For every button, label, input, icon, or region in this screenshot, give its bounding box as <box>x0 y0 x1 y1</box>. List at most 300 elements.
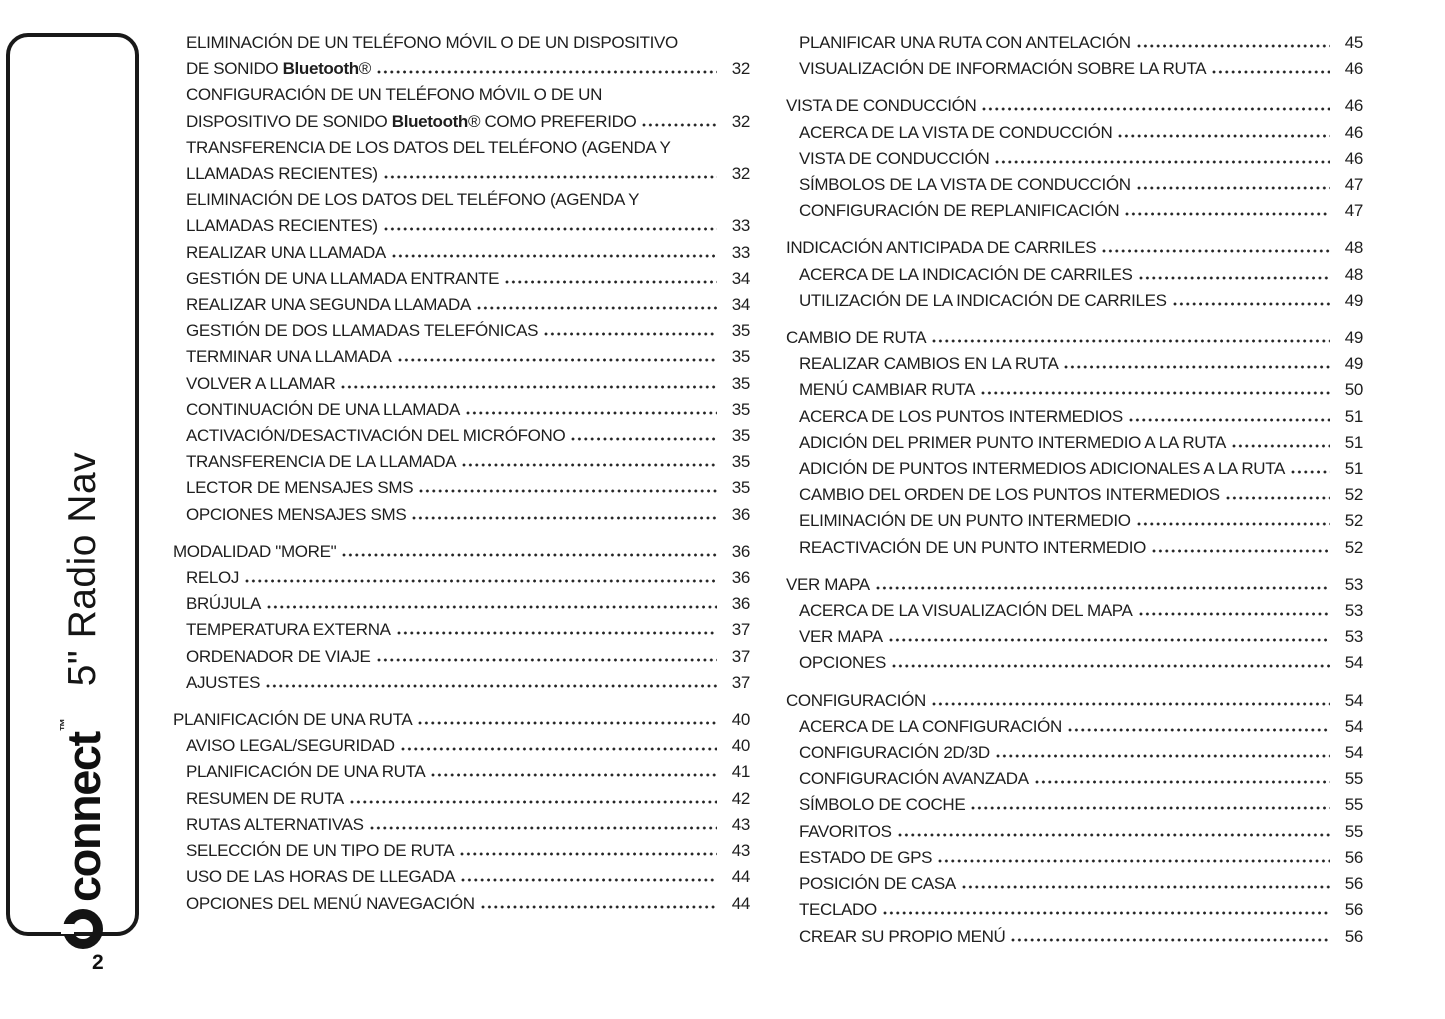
plain-text: OPCIONES DEL MENÚ NAVEGACIÓN <box>186 893 475 913</box>
dot-leader <box>1152 549 1330 553</box>
dot-leader <box>995 160 1330 164</box>
toc-entry <box>173 864 750 890</box>
toc-entry <box>786 430 1363 456</box>
entry-page-number: 56 <box>1344 926 1363 946</box>
toc-entry <box>786 819 1363 845</box>
toc-entry-label <box>799 456 1285 482</box>
toc-entry-label <box>786 93 976 119</box>
toc-entry-label <box>799 482 1220 508</box>
toc-entry-line <box>799 404 1363 430</box>
plain-text: TERMINAR UNA LLAMADA <box>186 347 392 367</box>
plain-text: UTILIZACIÓN DE LA INDICACIÓN DE CARRILES <box>799 290 1167 310</box>
entry-page-number: 43 <box>731 841 750 861</box>
plain-text: MODALIDAD "MORE" <box>173 541 337 561</box>
toc-entry-line <box>186 475 750 501</box>
plain-text: RESUMEN DE RUTA <box>186 788 344 808</box>
toc-entry-label <box>799 404 1123 430</box>
plain-text: TRANSFERENCIA DE LA LLAMADA <box>186 452 457 472</box>
toc-entry-label <box>186 240 386 266</box>
toc-entry-line <box>186 266 750 292</box>
toc-entry <box>786 598 1363 624</box>
toc-entry <box>173 644 750 670</box>
toc-entry-line <box>799 377 1363 403</box>
plain-text: LLAMADAS RECIENTES) <box>186 164 378 184</box>
toc-entry <box>173 475 750 501</box>
plain-text: ELIMINACIÓN DE LOS DATOS DEL TELÉFONO (AGENDA Y <box>186 190 640 210</box>
toc-entry-label <box>186 344 392 370</box>
toc-entry-label <box>799 792 965 818</box>
toc-entry-line <box>186 838 750 864</box>
toc-entry-label <box>186 864 455 890</box>
toc-group <box>786 93 1363 224</box>
toc-entry-label <box>186 397 460 423</box>
toc-entry-label <box>786 325 926 351</box>
plain-text: RUTAS ALTERNATIVAS <box>186 814 364 834</box>
toc-entry-line <box>799 845 1363 871</box>
bold-text: Bluetooth <box>282 59 359 79</box>
dot-leader <box>892 664 1330 668</box>
toc-entry <box>173 135 750 187</box>
toc-entry-label <box>186 475 413 501</box>
toc-entry <box>173 187 750 239</box>
dot-leader <box>341 385 717 389</box>
toc-entry-line <box>186 187 750 213</box>
toc-entry-line <box>186 864 750 890</box>
toc-entry-line <box>799 120 1363 146</box>
dot-leader <box>642 123 717 127</box>
toc-entry <box>173 82 750 134</box>
toc-entry-line <box>799 650 1363 676</box>
toc-entry-label <box>799 30 1131 56</box>
plain-text: TEMPERATURA EXTERNA <box>186 620 391 640</box>
plain-text: ACERCA DE LA VISUALIZACIÓN DEL MAPA <box>799 601 1133 621</box>
dot-leader <box>1064 365 1330 369</box>
entry-page-number: 46 <box>1344 96 1363 116</box>
toc-group <box>173 707 750 917</box>
toc-entry-line <box>786 572 1363 598</box>
toc-entry-line <box>799 819 1363 845</box>
entry-page-number: 48 <box>1344 264 1363 284</box>
entry-page-number: 35 <box>731 321 750 341</box>
entry-page-number: 35 <box>731 426 750 446</box>
dot-leader <box>938 859 1330 863</box>
dot-leader <box>1291 470 1330 474</box>
dot-leader <box>883 911 1330 915</box>
dot-leader <box>384 227 717 231</box>
entry-page-number: 56 <box>1344 900 1363 920</box>
toc-entry <box>786 56 1363 82</box>
entry-page-number: 41 <box>731 762 750 782</box>
toc-entry <box>173 371 750 397</box>
entry-page-number: 54 <box>1344 653 1363 673</box>
toc-entry-label <box>186 423 565 449</box>
entry-page-number: 44 <box>731 893 750 913</box>
toc-entry-line <box>186 56 750 82</box>
dot-leader <box>401 747 717 751</box>
toc-entry-line <box>799 624 1363 650</box>
toc-entry <box>786 650 1363 676</box>
toc-entry-label <box>186 56 371 82</box>
dot-leader <box>1139 612 1330 616</box>
dot-leader <box>370 826 717 830</box>
plain-text: ADICIÓN DE PUNTOS INTERMEDIOS ADICIONALES A LA RUTA <box>799 459 1285 479</box>
entry-page-number: 51 <box>1344 459 1363 479</box>
entry-page-number: 52 <box>1344 537 1363 557</box>
page-number: 2 <box>92 951 104 974</box>
entry-page-number: 40 <box>731 736 750 756</box>
toc-entry-line <box>186 30 750 56</box>
toc-group <box>173 30 750 528</box>
toc-entry-line <box>799 456 1363 482</box>
toc-entry-line <box>786 235 1363 261</box>
toc-entry-label <box>786 572 870 598</box>
dot-leader <box>384 175 717 179</box>
toc-entry <box>786 688 1363 714</box>
toc-entry-line <box>173 539 750 565</box>
dot-leader <box>544 332 717 336</box>
dot-leader <box>431 773 717 777</box>
plain-text: VISUALIZACIÓN DE INFORMACIÓN SOBRE LA RUTA <box>799 59 1207 79</box>
toc-entry-label <box>799 819 892 845</box>
toc-entry-label <box>186 318 538 344</box>
toc-entry-line <box>799 740 1363 766</box>
dot-leader <box>267 605 717 609</box>
dot-leader <box>505 280 717 284</box>
dot-leader <box>982 107 1330 111</box>
toc-entry <box>786 456 1363 482</box>
toc-entry-line <box>799 897 1363 923</box>
plain-text: FAVORITOS <box>799 821 892 841</box>
bold-text: Bluetooth <box>391 111 468 131</box>
toc-entry-label <box>186 891 475 917</box>
toc-entry <box>173 449 750 475</box>
entry-page-number: 35 <box>731 452 750 472</box>
toc-entry <box>786 198 1363 224</box>
toc-entry-label <box>186 449 456 475</box>
toc-entry-label <box>799 262 1133 288</box>
toc-entry-label <box>186 617 391 643</box>
toc-entry-label <box>186 670 260 696</box>
toc-entry-label <box>799 56 1206 82</box>
entry-page-number: 36 <box>731 541 750 561</box>
plain-text: SÍMBOLO DE COCHE <box>799 795 966 815</box>
plain-text: VISTA DE CONDUCCIÓN <box>799 148 990 168</box>
entry-page-number: 46 <box>1344 148 1363 168</box>
plain-text: AJUSTES <box>186 672 261 692</box>
toc-entry-line <box>186 733 750 759</box>
dot-leader <box>1137 44 1330 48</box>
dot-leader <box>392 254 717 258</box>
dot-leader <box>1137 522 1330 526</box>
toc-entry <box>173 292 750 318</box>
plain-text: CONFIGURACIÓN DE UN TELÉFONO MÓVIL O DE UN <box>186 85 603 105</box>
dot-leader <box>350 800 717 804</box>
dot-leader <box>466 411 717 415</box>
plain-text: GESTIÓN DE DOS LLAMADAS TELEFÓNICAS <box>186 321 539 341</box>
toc-entry-label <box>799 598 1133 624</box>
plain-text: ACERCA DE LA CONFIGURACIÓN <box>799 716 1062 736</box>
plain-text: ADICIÓN DEL PRIMER PUNTO INTERMEDIO A LA RUTA <box>799 432 1226 452</box>
toc-entry <box>173 539 750 565</box>
toc-group <box>173 539 750 696</box>
entry-page-number: 32 <box>731 164 750 184</box>
plain-text: CONFIGURACIÓN <box>786 690 926 710</box>
plain-text: CREAR SU PROPIO MENÚ <box>799 926 1006 946</box>
toc-entry <box>786 714 1363 740</box>
toc-entry-label <box>786 688 926 714</box>
toc-entry-label <box>799 146 989 172</box>
toc-entry <box>786 792 1363 818</box>
toc-entry-line <box>186 591 750 617</box>
entry-page-number: 33 <box>731 216 750 236</box>
plain-text: VISTA DE CONDUCCIÓN <box>786 96 977 116</box>
toc-entry-label <box>186 266 499 292</box>
toc-entry-label <box>186 109 636 135</box>
plain-text: REACTIVACIÓN DE UN PUNTO INTERMEDIO <box>799 537 1146 557</box>
dot-leader <box>1232 444 1330 448</box>
entry-page-number: 40 <box>731 710 750 730</box>
toc-entry-line <box>186 423 750 449</box>
dot-leader <box>996 754 1330 758</box>
plain-text: CAMBIO DEL ORDEN DE LOS PUNTOS INTERMEDIOS <box>799 485 1220 505</box>
dot-leader <box>481 905 717 909</box>
toc-group <box>786 30 1363 82</box>
toc-entry-label <box>186 733 395 759</box>
toc-group <box>786 688 1363 950</box>
toc-entry-label <box>186 812 364 838</box>
toc-entry-line <box>186 644 750 670</box>
toc-entry-line <box>186 786 750 812</box>
entry-page-number: 49 <box>1344 290 1363 310</box>
plain-text: VOLVER A LLAMAR <box>186 373 336 393</box>
entry-page-number: 35 <box>731 347 750 367</box>
toc-entry-line <box>186 109 750 135</box>
toc-entry <box>173 565 750 591</box>
entry-page-number: 35 <box>731 478 750 498</box>
toc-entry <box>173 318 750 344</box>
toc-entry-label <box>799 845 932 871</box>
dot-leader <box>377 658 717 662</box>
entry-page-number: 32 <box>731 59 750 79</box>
toc-entry-label <box>186 786 344 812</box>
toc-entry <box>173 397 750 423</box>
toc-entry <box>786 235 1363 261</box>
toc-entry-line <box>186 812 750 838</box>
toc-entry <box>786 172 1363 198</box>
entry-page-number: 49 <box>1344 354 1363 374</box>
toc-entry-label <box>799 430 1226 456</box>
plain-text: VER MAPA <box>799 627 883 647</box>
plain-text: ORDENADOR DE VIAJE <box>186 646 371 666</box>
toc-entry-label <box>799 740 990 766</box>
toc-entry-line <box>186 759 750 785</box>
toc-entry <box>173 30 750 82</box>
dot-leader <box>412 516 717 520</box>
toc-entry-label <box>186 371 335 397</box>
toc-entry-line <box>186 449 750 475</box>
toc-entry <box>786 482 1363 508</box>
dot-leader <box>266 684 717 688</box>
entry-page-number: 53 <box>1344 574 1363 594</box>
dot-leader <box>932 339 1330 343</box>
toc-entry-label <box>186 644 371 670</box>
toc-entry <box>786 766 1363 792</box>
toc-entry <box>173 591 750 617</box>
toc-entry-label <box>799 897 877 923</box>
toc-entry-line <box>799 351 1363 377</box>
plain-text: ACTIVACIÓN/DESACTIVACIÓN DEL MICRÓFONO <box>186 426 566 446</box>
entry-page-number: 46 <box>1344 122 1363 142</box>
entry-page-number: 48 <box>1344 238 1363 258</box>
plain-text: REALIZAR CAMBIOS EN LA RUTA <box>799 354 1059 374</box>
toc-entry-line <box>186 891 750 917</box>
toc-entry-line <box>786 93 1363 119</box>
entry-page-number: 37 <box>731 672 750 692</box>
entry-page-number: 43 <box>731 814 750 834</box>
toc-entry <box>786 325 1363 351</box>
plain-text: ACERCA DE LA INDICACIÓN DE CARRILES <box>799 264 1133 284</box>
toc-entry-label <box>173 707 412 733</box>
entry-page-number: 35 <box>731 399 750 419</box>
toc-entry <box>786 93 1363 119</box>
toc-entry-label <box>799 924 1005 950</box>
plain-text: CONFIGURACIÓN DE REPLANIFICACIÓN <box>799 201 1120 221</box>
toc-entry-line <box>186 565 750 591</box>
plain-text: AVISO LEGAL/SEGURIDAD <box>186 736 395 756</box>
toc-entry <box>173 786 750 812</box>
entry-page-number: 36 <box>731 504 750 524</box>
toc-entry-line <box>186 82 750 108</box>
toc-entry-label <box>186 565 239 591</box>
entry-page-number: 32 <box>731 111 750 131</box>
toc-entry-line <box>186 617 750 643</box>
toc-entry <box>173 812 750 838</box>
plain-text: CAMBIO DE RUTA <box>786 328 927 348</box>
dot-leader <box>1118 134 1330 138</box>
toc-entry-line <box>799 288 1363 314</box>
entry-page-number: 53 <box>1344 627 1363 647</box>
toc-entry-line <box>186 670 750 696</box>
toc-entry-label <box>786 235 1096 261</box>
toc-entry-line <box>799 262 1363 288</box>
entry-page-number: 44 <box>731 867 750 887</box>
dot-leader <box>1226 496 1330 500</box>
toc-entry-line <box>786 688 1363 714</box>
entry-page-number: 54 <box>1344 743 1363 763</box>
entry-page-number: 37 <box>731 620 750 640</box>
dot-leader <box>962 885 1330 889</box>
entry-page-number: 54 <box>1344 690 1363 710</box>
toc-entry-label <box>186 759 425 785</box>
toc-entry-label <box>799 535 1146 561</box>
toc-entry-label <box>799 766 1029 792</box>
toc-entry <box>173 617 750 643</box>
dot-leader <box>1035 780 1330 784</box>
toc-entry-line <box>799 508 1363 534</box>
plain-text: REALIZAR UNA LLAMADA <box>186 242 386 262</box>
toc-entry-line <box>799 871 1363 897</box>
toc-entry-label <box>186 502 406 528</box>
plain-text: ELIMINACIÓN DE UN PUNTO INTERMEDIO <box>799 511 1131 531</box>
entry-page-number: 52 <box>1344 485 1363 505</box>
plain-text: PLANIFICACIÓN DE UNA RUTA <box>186 762 426 782</box>
toc-column-right <box>786 30 1363 950</box>
toc-entry <box>786 871 1363 897</box>
plain-text: MENÚ CAMBIAR RUTA <box>799 380 976 400</box>
toc-entry <box>173 502 750 528</box>
plain-text: POSICIÓN DE CASA <box>799 874 956 894</box>
toc-entry-line <box>799 56 1363 82</box>
dot-leader <box>1102 249 1330 253</box>
entry-page-number: 37 <box>731 646 750 666</box>
plain-text: ESTADO DE GPS <box>799 847 933 867</box>
plain-text: DE SONIDO <box>186 59 283 79</box>
plain-text: LECTOR DE MENSAJES SMS <box>186 478 414 498</box>
entry-page-number: 51 <box>1344 432 1363 452</box>
entry-page-number: 53 <box>1344 601 1363 621</box>
plain-text: SELECCIÓN DE UN TIPO DE RUTA <box>186 841 455 861</box>
toc-entry <box>786 120 1363 146</box>
dot-leader <box>1173 302 1330 306</box>
entry-page-number: 55 <box>1344 769 1363 789</box>
plain-text: REALIZAR UNA SEGUNDA LLAMADA <box>186 295 471 315</box>
dot-leader <box>571 437 717 441</box>
uconnect-logo-text: connect <box>56 732 110 902</box>
toc-entry <box>173 423 750 449</box>
toc-entry-label <box>799 172 1131 198</box>
toc-entry <box>786 624 1363 650</box>
plain-text: VER MAPA <box>786 574 870 594</box>
toc-entry-line <box>186 161 750 187</box>
plain-text: DISPOSITIVO DE SONIDO <box>186 111 392 131</box>
entry-page-number: 54 <box>1344 716 1363 736</box>
plain-text: ELIMINACIÓN DE UN TELÉFONO MÓVIL O DE UN DISPOSITIVO <box>186 33 678 52</box>
toc-entry <box>786 740 1363 766</box>
toc-entry <box>786 924 1363 950</box>
dot-leader <box>1137 186 1330 190</box>
dot-leader <box>419 489 717 493</box>
dot-leader <box>971 806 1330 810</box>
toc-entry <box>173 707 750 733</box>
plain-text: PLANIFICAR UNA RUTA CON ANTELACIÓN <box>799 33 1131 52</box>
toc-entry-label <box>186 213 378 239</box>
toc-entry <box>173 838 750 864</box>
plain-text: ® COMO PREFERIDO <box>467 111 637 131</box>
toc-entry-line <box>799 714 1363 740</box>
toc-entry-line <box>799 30 1363 56</box>
toc-entry-label <box>799 650 886 676</box>
dot-leader <box>981 391 1330 395</box>
toc-entry-label <box>186 591 261 617</box>
toc-entry-label <box>799 714 1062 740</box>
toc-entry-line <box>186 397 750 423</box>
dot-leader <box>876 586 1330 590</box>
dot-leader <box>477 306 717 310</box>
entry-page-number: 45 <box>1344 33 1363 52</box>
toc-entry-line <box>799 430 1363 456</box>
plain-text: TRANSFERENCIA DE LOS DATOS DEL TELÉFONO (AGENDA Y <box>186 137 671 157</box>
toc-entry <box>786 30 1363 56</box>
toc-entry-line <box>186 240 750 266</box>
toc-entry <box>786 377 1363 403</box>
toc-entry-line <box>186 135 750 161</box>
toc-entry-label <box>799 871 956 897</box>
toc-entry-line <box>186 344 750 370</box>
toc-entry-label <box>799 288 1167 314</box>
plain-text: SÍMBOLOS DE LA VISTA DE CONDUCCIÓN <box>799 175 1131 195</box>
toc-entry <box>786 404 1363 430</box>
toc-entry-label <box>186 292 471 318</box>
